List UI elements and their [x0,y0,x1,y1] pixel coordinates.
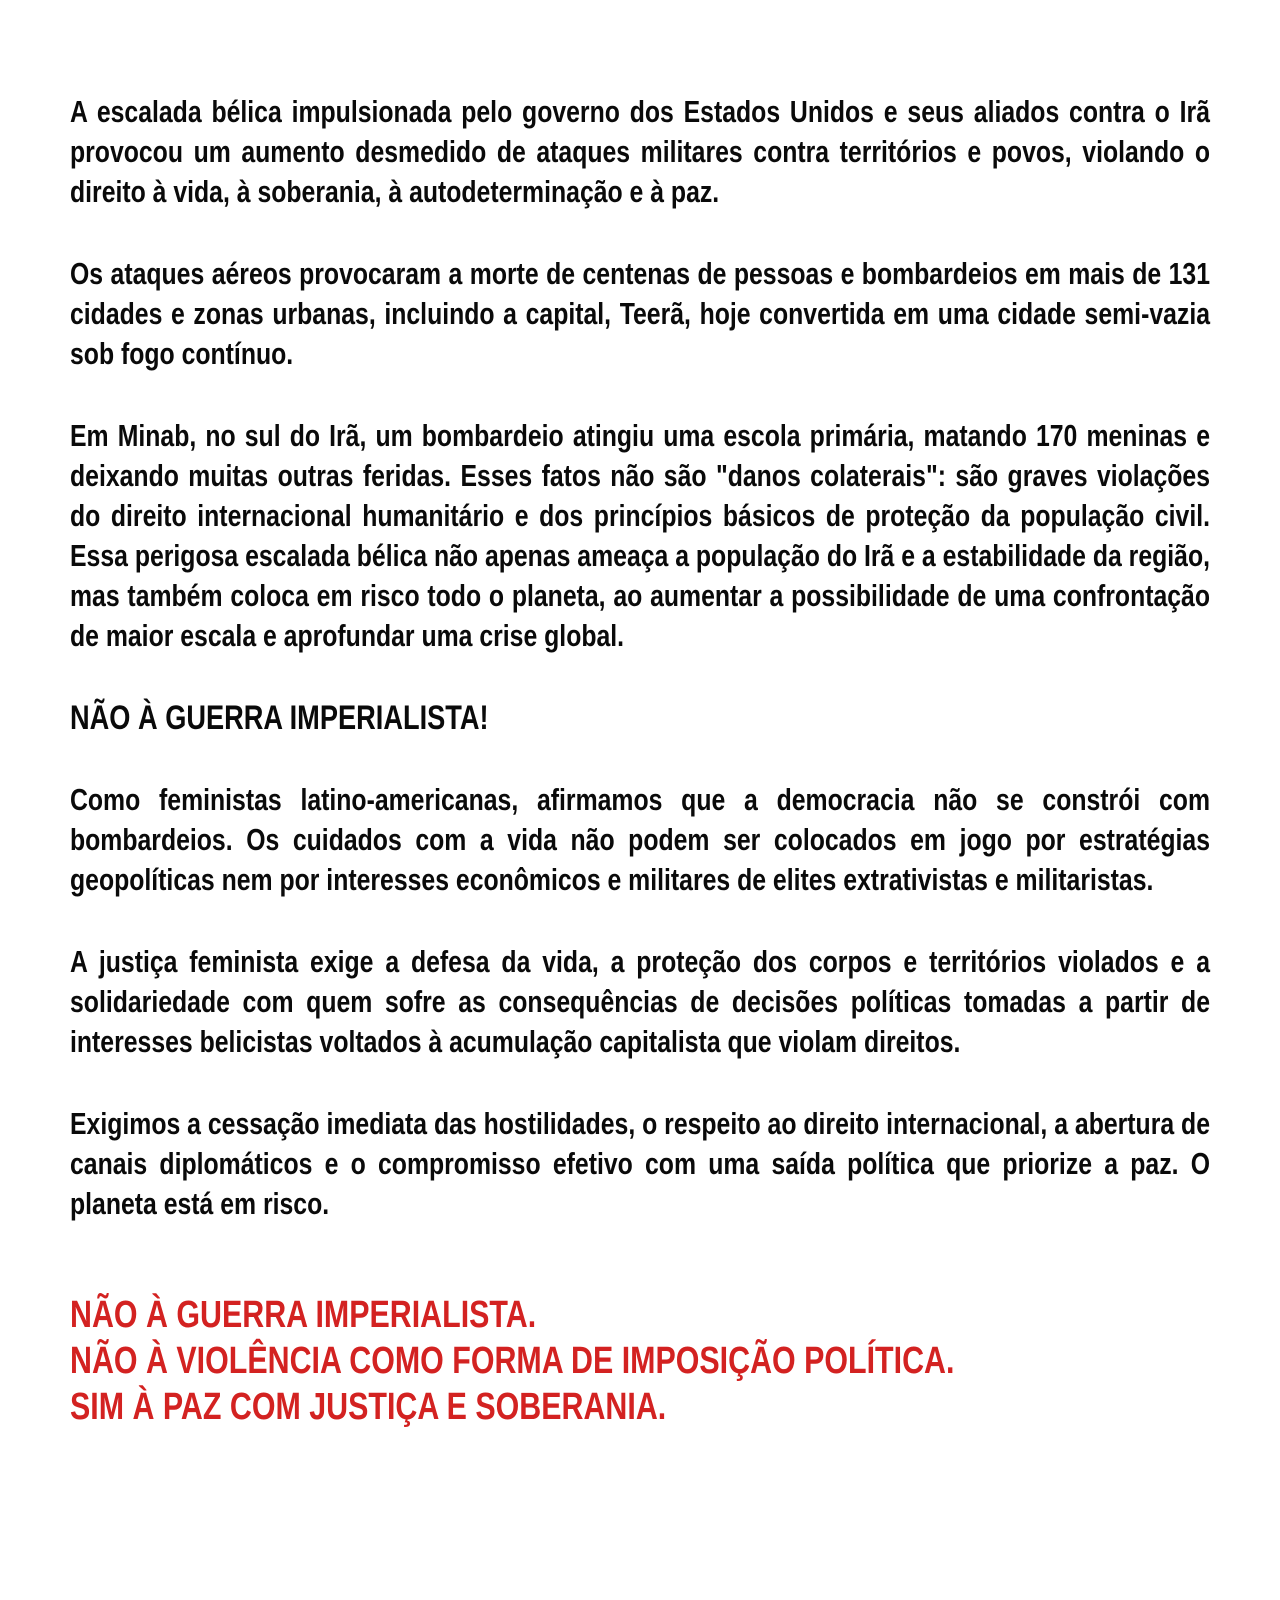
paragraph-ataques-aereos: Os ataques aéreos provocaram a morte de centenas de pessoas e bombardeios em mais de 131 cidades e zonas urbanas, incluindo a capital, Teerã, hoje convertida em uma cidade semi-vazia sob fogo contínuo. [70,256,1210,371]
closing-slogans-block [70,1292,1210,1430]
paragraph-minab-escola: Em Minab, no sul do Irã, um bombardeio atingiu uma escola primária, matando 170 meninas e deixando muitas outras feridas. Esses fatos não são "danos colaterais": são graves violações do direito internacional humanitário e dos princípios básicos de proteção da população civil. Essa perigosa escalada bélica não apenas ameaça a população do Irã e a estabilidade da região, mas também coloca em risco todo o planeta, ao aumentar a possibilidade de uma confrontação de maior escala e aprofundar uma crise global. [70,418,1210,653]
statement-text-column [70,92,1210,1430]
paragraph-escalada-belica: A escalada bélica impulsionada pelo governo dos Estados Unidos e seus aliados contra o Irã provocou um aumento desmedido de ataques militares contra territórios e povos, violando o direito à vida, à soberania, à autodeterminação e à paz. [70,94,1210,209]
paragraph-feministas: Como feministas latino-americanas, afirmamos que a democracia não se constrói com bombardeios. Os cuidados com a vida não podem ser colocados em jogo por estratégias geopolíticas nem por interesses econômicos e militares de elites extrativistas e militaristas. [70,782,1210,897]
closing-slogan-guerra: NÃO À GUERRA IMPERIALISTA. [70,1294,537,1336]
closing-slogan-paz: SIM À PAZ COM JUSTIÇA E SOBERANIA. [70,1386,667,1428]
paragraph-exigimos: Exigimos a cessação imediata das hostilidades, o respeito ao direito internacional, a abertura de canais diplomáticos e o compromisso efetivo com uma saída política que priorize a paz. O planeta está em risco. [70,1106,1210,1221]
paragraph-justica-feminista: A justiça feminista exige a defesa da vida, a proteção dos corpos e territórios violados e a solidariedade com quem sofre as consequências de decisões políticas tomadas a partir de interesses belicistas voltados à acumulação capitalista que violam direitos. [70,944,1210,1059]
slogan-heading: NÃO À GUERRA IMPERIALISTA! [70,699,489,737]
closing-slogan-violencia: NÃO À VIOLÊNCIA COMO FORMA DE IMPOSIÇÃO POLÍTICA. [70,1340,955,1382]
